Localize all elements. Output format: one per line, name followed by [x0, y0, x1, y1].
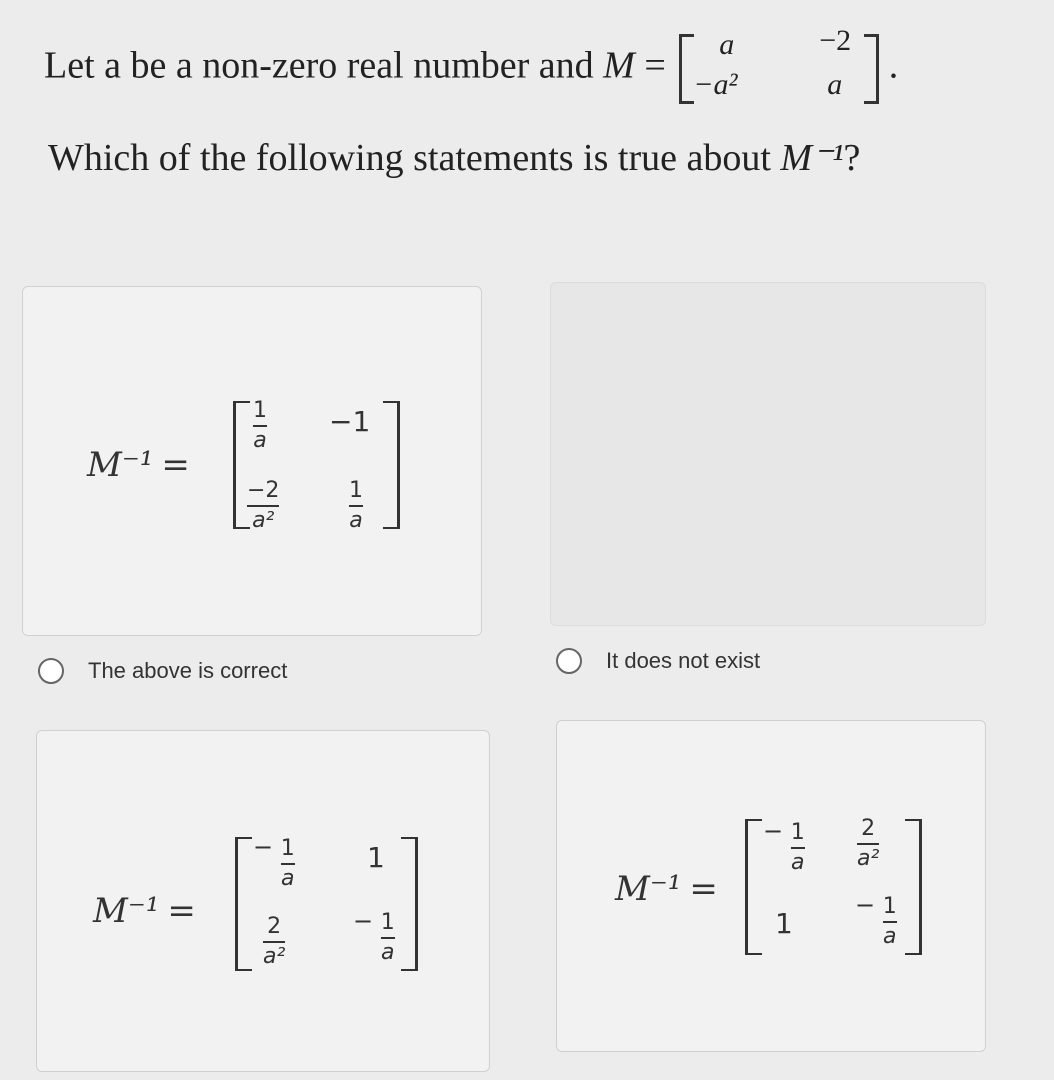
- radio-button[interactable]: [556, 648, 582, 674]
- cell-r2c2: $\frac{1}{a}$: [349, 478, 363, 533]
- cell-r1c1: − $\frac{1}{a}$: [253, 833, 295, 891]
- right-bracket: [401, 837, 418, 971]
- equals-sign: =: [644, 44, 666, 87]
- cell-r2c1: $\frac{-2}{\text{a²}}$: [247, 478, 280, 533]
- inverse-symbol: M⁻¹: [780, 137, 844, 179]
- formula-lhs: M⁻¹ =: [93, 891, 196, 931]
- matrix-symbol: M: [603, 44, 635, 87]
- left-bracket: [235, 837, 252, 971]
- period: .: [888, 44, 899, 87]
- cell-r1c2: −1: [329, 405, 371, 438]
- question-intro: Let a be a non-zero real number and: [44, 44, 594, 87]
- option-a[interactable]: [38, 658, 287, 684]
- matrix-cell-r1c2: −2: [819, 24, 852, 57]
- cell-r1c1: − $\frac{1}{a}$: [763, 817, 805, 875]
- left-bracket: [745, 819, 762, 955]
- option-c-card[interactable]: [36, 730, 490, 1072]
- question-mark: ?: [843, 137, 861, 179]
- question-line-1: [44, 24, 899, 108]
- right-bracket: [905, 819, 922, 955]
- formula-lhs: M⁻¹ =: [615, 869, 718, 909]
- question-line-2: [48, 135, 860, 180]
- option-a-card[interactable]: [22, 286, 482, 636]
- question-prompt: Which of the following statements is true about: [48, 137, 771, 179]
- matrix-cell-r2c2: a: [827, 68, 843, 101]
- question-matrix: [679, 24, 879, 108]
- matrix-left-bracket: [679, 34, 694, 104]
- matrix-cell-r1c1: a: [719, 28, 735, 61]
- cell-r2c1: 1: [775, 907, 793, 940]
- cell-r1c1: $\frac{1}{a}$: [253, 398, 267, 453]
- option-label: The above is correct: [88, 658, 288, 683]
- cell-r1c2: $\frac{2}{\text{a²}}$: [857, 816, 880, 871]
- matrix-right-bracket: [864, 34, 879, 104]
- cell-r1c2: 1: [367, 841, 385, 874]
- option-b-card[interactable]: [550, 282, 986, 626]
- cell-r2c1: $\frac{2}{\text{a²}}$: [263, 914, 286, 969]
- matrix-cell-r2c1: −a²: [693, 68, 738, 101]
- option-d-card[interactable]: [556, 720, 986, 1052]
- cell-r2c2: − $\frac{1}{a}$: [353, 907, 395, 965]
- right-bracket: [383, 401, 400, 529]
- cell-r2c2: − $\frac{1}{a}$: [855, 891, 897, 949]
- radio-button[interactable]: [38, 658, 64, 684]
- option-label: It does not exist: [606, 648, 761, 673]
- option-b[interactable]: [556, 648, 760, 674]
- formula-lhs: M⁻¹ =: [87, 445, 190, 485]
